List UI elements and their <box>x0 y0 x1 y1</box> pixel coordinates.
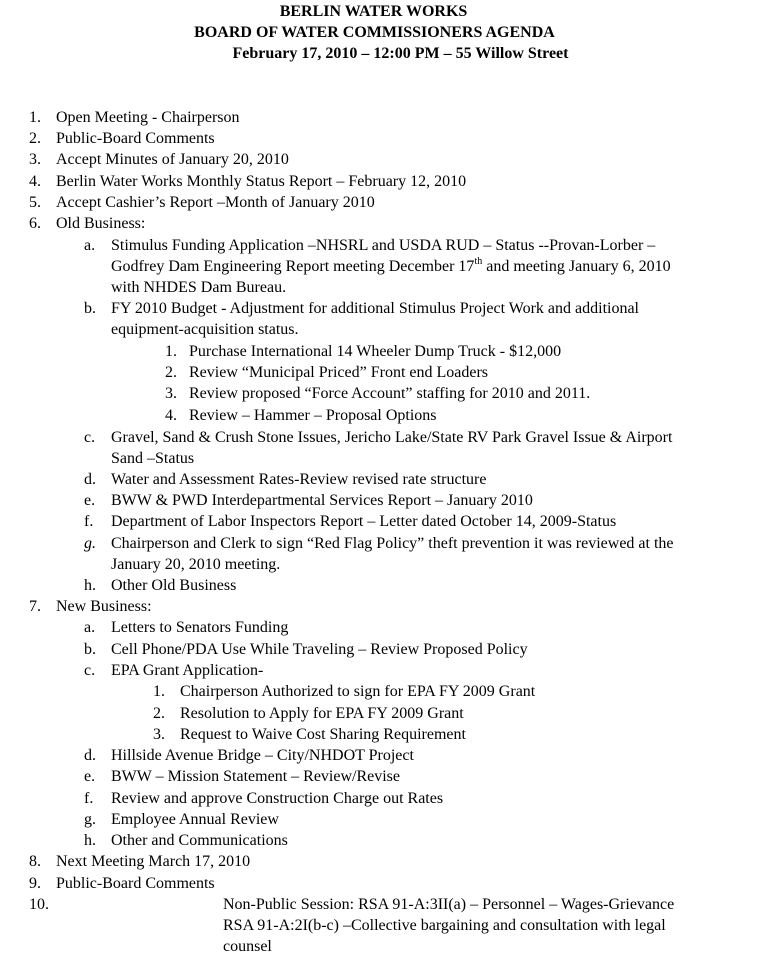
old-b-sub-1-text: Purchase International 14 Wheeler Dump Truck - $12,000 <box>189 343 562 360</box>
old-h-text: Other Old Business <box>111 577 237 594</box>
old-b-sub-4-text: Review – Hammer – Proposal Options <box>189 407 437 424</box>
new-c-sub-1-text: Chairperson Authorized to sign for EPA FY 2009 Grant <box>180 683 536 700</box>
item-10-line1: Non-Public Session: RSA 91-A:3II(a) – Personnel – Wages-Grievance <box>223 896 675 913</box>
item-6-number: 6. <box>29 215 41 232</box>
new-h-letter: h. <box>84 832 96 849</box>
old-a-line2-sup: th <box>474 255 483 267</box>
new-d-letter: d. <box>84 747 96 764</box>
old-e-letter: e. <box>84 492 96 509</box>
item-4-text: Berlin Water Works Monthly Status Report – February 12, 2010 <box>56 173 467 190</box>
item-3-text: Accept Minutes of January 20, 2010 <box>56 151 289 168</box>
item-9-number: 9. <box>29 875 41 892</box>
new-g-letter: g. <box>84 811 96 828</box>
item-2-text: Public-Board Comments <box>56 130 215 147</box>
item-8-text: Next Meeting March 17, 2010 <box>56 853 251 870</box>
item-1-text: Open Meeting - Chairperson <box>56 109 240 126</box>
item-8-number: 8. <box>29 853 41 870</box>
old-a-line2-pre: Godfrey Dam Engineering Report meeting December 17 <box>111 258 475 275</box>
new-c-sub-1-number: 1. <box>153 683 165 700</box>
new-b-letter: b. <box>84 641 96 658</box>
item-10-line3: counsel <box>223 938 272 955</box>
item-4-number: 4. <box>29 173 41 190</box>
item-7-number: 7. <box>29 598 41 615</box>
meeting-details: February 17, 2010 – 12:00 PM – 55 Willow Street <box>232 45 569 62</box>
old-b-sub-4-number: 4. <box>165 407 177 424</box>
old-b-sub-3-text: Review proposed “Force Account” staffing for 2010 and 2011. <box>189 385 591 402</box>
old-c-line1: Gravel, Sand & Crush Stone Issues, Jericho Lake/State RV Park Gravel Issue & Airport <box>111 429 673 446</box>
new-c-sub-2-number: 2. <box>153 705 165 722</box>
new-e-text: BWW – Mission Statement – Review/Revise <box>111 768 401 785</box>
item-2-number: 2. <box>29 130 41 147</box>
item-3-number: 3. <box>29 151 41 168</box>
old-b-sub-1-number: 1. <box>165 343 177 360</box>
old-b-sub-2-number: 2. <box>165 364 177 381</box>
old-b-letter: b. <box>84 300 96 317</box>
new-f-text: Review and approve Construction Charge out Rates <box>111 790 444 807</box>
organization-name: BERLIN WATER WORKS <box>279 3 468 20</box>
new-c-sub-2-text: Resolution to Apply for EPA FY 2009 Grant <box>180 705 464 722</box>
new-e-letter: e. <box>84 768 96 785</box>
old-a-line3: with NHDES Dam Bureau. <box>111 279 287 296</box>
old-c-letter: c. <box>84 429 96 446</box>
old-a-line2-post: and meeting January 6, 2010 <box>482 258 671 275</box>
old-d-letter: d. <box>84 471 96 488</box>
old-h-letter: h. <box>84 577 96 594</box>
agenda-title: BOARD OF WATER COMMISSIONERS AGENDA <box>194 24 555 41</box>
old-a-line1: Stimulus Funding Application –NHSRL and USDA RUD – Status --Provan-Lorber – <box>111 237 656 254</box>
item-10-line2: RSA 91-A:2I(b-c) –Collective bargaining and consultation with legal <box>223 917 666 934</box>
old-g-line1: Chairperson and Clerk to sign “Red Flag Policy” theft prevention it was reviewed at the <box>111 535 674 552</box>
old-b-line2: equipment-acquisition status. <box>111 321 299 338</box>
item-10-number: 10. <box>29 896 49 913</box>
item-1-number: 1. <box>29 109 41 126</box>
new-b-text: Cell Phone/PDA Use While Traveling – Review Proposed Policy <box>111 641 528 658</box>
item-7-text: New Business: <box>56 598 152 615</box>
new-f-letter: f. <box>84 790 94 807</box>
old-b-sub-2-text: Review “Municipal Priced” Front end Loaders <box>189 364 489 381</box>
new-c-text: EPA Grant Application- <box>111 662 264 679</box>
new-h-text: Other and Communications <box>111 832 288 849</box>
new-c-letter: c. <box>84 662 96 679</box>
old-a-line2 <box>111 256 671 277</box>
new-a-text: Letters to Senators Funding <box>111 619 289 636</box>
new-c-sub-3-number: 3. <box>153 726 165 743</box>
item-9-text: Public-Board Comments <box>56 875 215 892</box>
old-c-line2: Sand –Status <box>111 450 195 467</box>
old-e-text: BWW & PWD Interdepartmental Services Report – January 2010 <box>111 492 533 509</box>
new-g-text: Employee Annual Review <box>111 811 279 828</box>
old-d-text: Water and Assessment Rates-Review revised rate structure <box>111 471 487 488</box>
old-b-sub-3-number: 3. <box>165 385 177 402</box>
old-g-letter: g. <box>84 535 96 552</box>
old-a-letter: a. <box>84 237 96 254</box>
old-f-text: Department of Labor Inspectors Report – Letter dated October 14, 2009-Status <box>111 513 617 530</box>
old-f-letter: f. <box>84 513 94 530</box>
old-b-line1: FY 2010 Budget - Adjustment for additional Stimulus Project Work and additional <box>111 300 639 317</box>
new-a-letter: a. <box>84 619 96 636</box>
item-5-number: 5. <box>29 194 41 211</box>
item-6-text: Old Business: <box>56 215 146 232</box>
old-g-line2: January 20, 2010 meeting. <box>111 556 281 573</box>
new-c-sub-3-text: Request to Waive Cost Sharing Requirement <box>180 726 466 743</box>
new-d-text: Hillside Avenue Bridge – City/NHDOT Project <box>111 747 414 764</box>
item-5-text: Accept Cashier’s Report –Month of January 2010 <box>56 194 375 211</box>
